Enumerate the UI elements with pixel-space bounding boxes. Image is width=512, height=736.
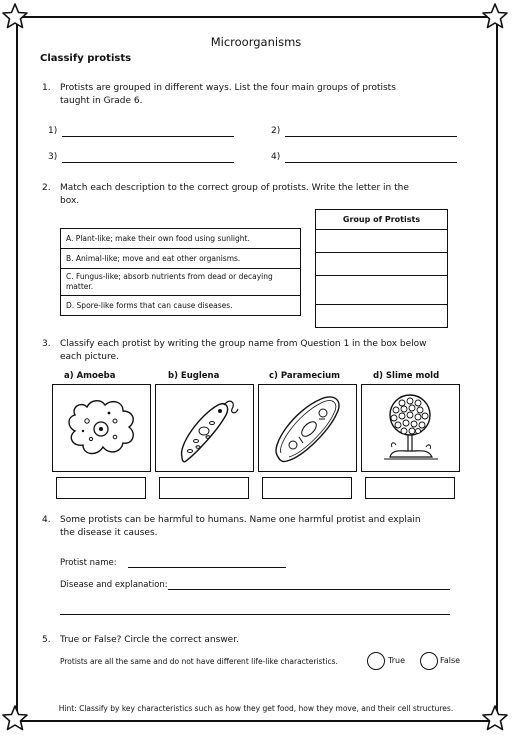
- group-answer-box[interactable]: [316, 305, 448, 328]
- question-1: [42, 82, 410, 108]
- page-border: [16, 16, 498, 722]
- hint-text: Hint: Classify by key characteristics such as how they get food, how they move, and their cell structures.: [58, 704, 454, 713]
- true-circle[interactable]: [367, 652, 385, 670]
- question-text: True or False? Circle the correct answer.: [60, 635, 239, 645]
- group-answer-box[interactable]: [316, 276, 448, 305]
- euglena-icon: [156, 385, 253, 471]
- question-text: Some protists can be harmful to humans. Name one harmful protist and explain the disease it causes.: [60, 515, 421, 538]
- question-number: 1.: [42, 83, 51, 93]
- page-title: Microorganisms: [210, 35, 302, 49]
- answer-line[interactable]: [62, 162, 234, 163]
- description-row: D. Spore-like forms that can cause diseases.: [61, 296, 301, 316]
- protist-name-line[interactable]: [128, 567, 286, 568]
- blank-label: 2): [271, 126, 281, 136]
- slime-mold-icon: [362, 385, 459, 471]
- amoeba-icon: [53, 385, 150, 471]
- group-table: [315, 209, 448, 328]
- description-row: C. Fungus-like; absorb nutrients from dead or decaying matter.: [61, 269, 301, 296]
- slime-mold-picture: [361, 384, 460, 472]
- group-header: Group of Protists: [316, 210, 448, 230]
- question-3: [42, 338, 440, 364]
- euglena-picture: [155, 384, 254, 472]
- picture-label: d) Slime mold: [373, 371, 440, 381]
- picture-label: a) Amoeba: [64, 371, 116, 381]
- explanation-label: Disease and explanation:: [60, 580, 168, 590]
- question-number: 3.: [42, 339, 51, 349]
- question-number: 2.: [42, 183, 51, 193]
- blank-label: 1): [48, 126, 58, 136]
- paramecium-picture: [258, 384, 357, 472]
- description-row: A. Plant-like; make their own food using sunlight.: [61, 229, 301, 249]
- picture-label: c) Paramecium: [269, 371, 341, 381]
- explanation-line[interactable]: [168, 589, 450, 590]
- false-circle[interactable]: [420, 652, 438, 670]
- picture-label: b) Euglena: [168, 371, 220, 381]
- question-2: [42, 182, 410, 208]
- explanation-line[interactable]: [60, 614, 450, 615]
- amoeba-picture: [52, 384, 151, 472]
- question-text: Classify each protist by writing the group name from Question 1 in the box below each picture.: [60, 339, 427, 362]
- paramecium-icon: [259, 385, 356, 471]
- question-4: [42, 514, 430, 540]
- answer-box[interactable]: [365, 477, 455, 499]
- description-table: [60, 228, 301, 316]
- star-icon: [482, 3, 508, 29]
- question-text: Protists are grouped in different ways. List the four main groups of protists taught in Grade 6.: [60, 83, 396, 106]
- protist-name-label: Protist name:: [60, 558, 117, 568]
- description-row: B. Animal-like; move and eat other organisms.: [61, 249, 301, 269]
- section-title: Classify protists: [40, 53, 132, 64]
- question-number: 5.: [42, 635, 51, 645]
- question-text: Match each description to the correct group of protists. Write the letter in the box.: [60, 183, 409, 206]
- question-number: 4.: [42, 515, 51, 525]
- answer-line[interactable]: [285, 162, 457, 163]
- blank-label: 4): [271, 152, 281, 162]
- blank-label: 3): [48, 152, 58, 162]
- statement: Protists are all the same and do not have different life-like characteristics.: [60, 657, 338, 666]
- star-icon: [2, 3, 28, 29]
- question-5: [42, 634, 430, 647]
- answer-line[interactable]: [285, 136, 457, 137]
- answer-line[interactable]: [62, 136, 234, 137]
- false-label: False: [440, 656, 461, 665]
- group-answer-box[interactable]: [316, 253, 448, 276]
- true-label: True: [388, 656, 405, 665]
- answer-box[interactable]: [262, 477, 352, 499]
- answer-box[interactable]: [159, 477, 249, 499]
- answer-box[interactable]: [56, 477, 146, 499]
- group-answer-box[interactable]: [316, 230, 448, 253]
